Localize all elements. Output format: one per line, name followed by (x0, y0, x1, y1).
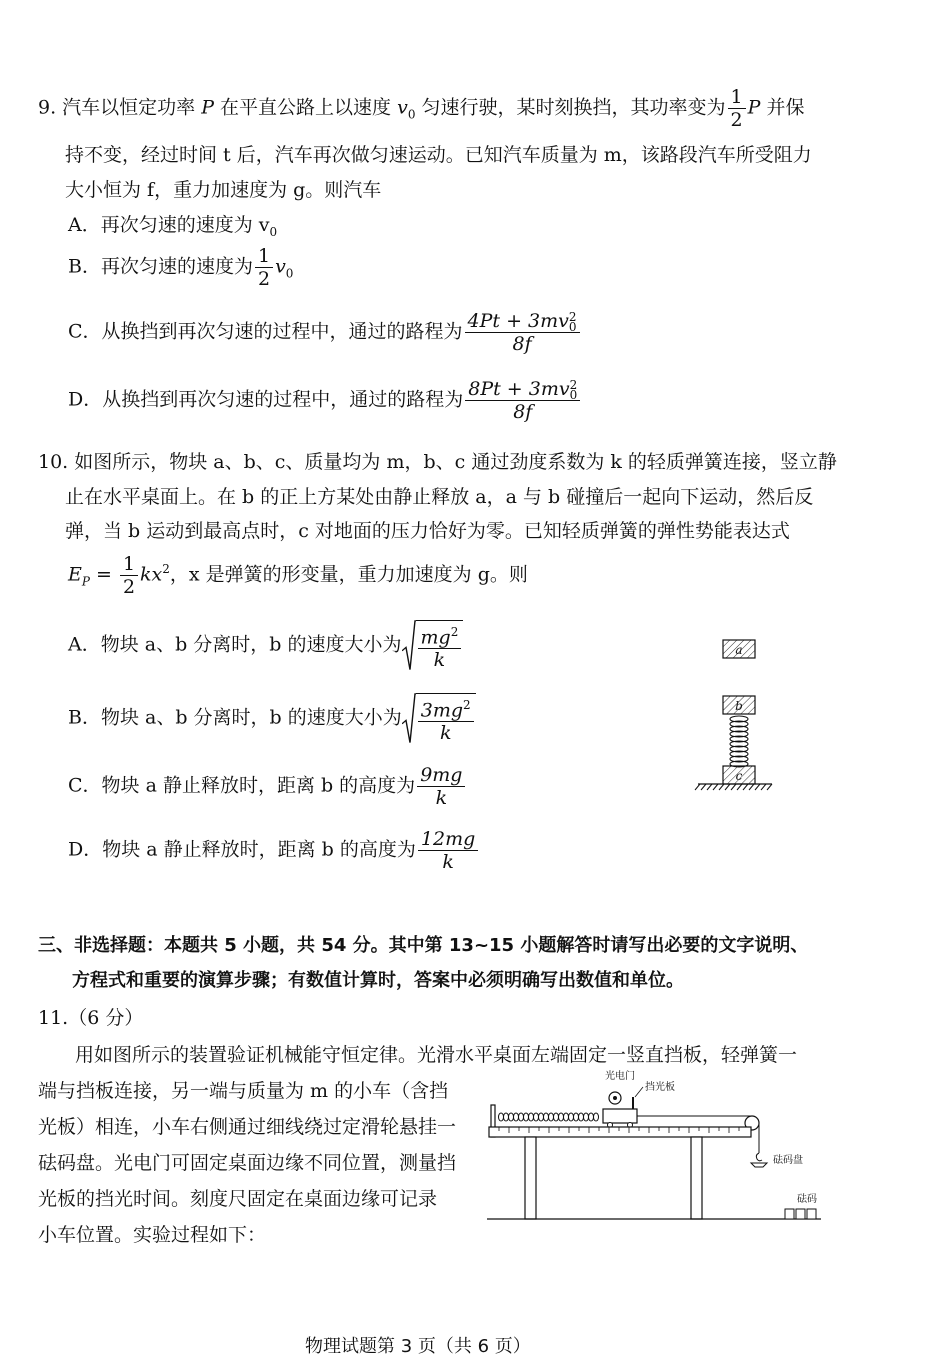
q9-option-d-text: D．从换挡到再次匀速的过程中，通过的路程为 (68, 388, 464, 411)
q9-option-a-text: A．再次匀速的速度为 v (68, 214, 270, 236)
q11-line6: 小车位置。实验过程如下： (38, 1224, 267, 1246)
label-photogate: 光电门 (605, 1071, 635, 1082)
q11-line1: 用如图所示的装置验证机械能守恒定律。光滑水平桌面左端固定一竖直挡板，轻弹簧一 (75, 1044, 798, 1066)
q10-option-d-frac (418, 828, 478, 873)
q9-option-c-sub: 0 (568, 320, 577, 334)
q9-line2: 持不变，经过时间 t 后，汽车再次做匀速运动。已知汽车质量为 m，该路段汽车所受阻力 (65, 144, 812, 166)
q9-half-frac (728, 86, 746, 131)
weight-pan (751, 1163, 767, 1167)
q10-option-a-sup: 2 (450, 625, 459, 639)
q10-spring-figure (690, 630, 785, 800)
q9-option-b-v: v (275, 255, 286, 278)
q10-option-d (68, 828, 480, 873)
horizontal-spring (499, 1113, 599, 1121)
light-shield-plate (632, 1097, 634, 1109)
weight-2 (796, 1209, 805, 1219)
spring-coil (730, 716, 748, 767)
q10-option-b-inner (416, 693, 476, 744)
q10-ep-frac (120, 553, 138, 598)
q10-option-a-num-text: mg (420, 626, 451, 649)
q10-option-c-frac (417, 764, 465, 809)
label-weights: 砝码 (797, 1194, 817, 1205)
q10-option-b-num-text: 3mg (420, 699, 464, 722)
q9-v0-sub: 0 (407, 107, 416, 122)
q10-ep-symbol: E (68, 563, 82, 586)
q10-line1: 10. 如图所示，物块 a、b、c、质量均为 m，b、c 通过劲度系数为 k 的轻质弹簧连接，竖立静 (38, 451, 837, 473)
block-c-label: c (735, 769, 743, 783)
q9-option-b-text: B．再次匀速的速度为 (68, 255, 253, 278)
q10-option-a-text: A．物块 a、b 分离时，b 的速度大小为 (68, 633, 402, 656)
q9-line3: 大小恒为 f，重力加速度为 g。则汽车 (65, 179, 382, 201)
q10-option-d-den: k (442, 851, 454, 873)
q9-option-c-num (465, 310, 580, 333)
q9-option-c (68, 310, 582, 355)
q9-option-d-frac (465, 378, 580, 423)
sqrt-radical-icon (402, 620, 416, 671)
q10-option-b-den: k (439, 722, 452, 745)
q10-ep-num: 1 (120, 553, 138, 576)
q10-line2: 止在水平桌面上。在 b 的正上方某处由静止释放 a，a 与 b 碰撞后一起向下运动，然后反 (65, 486, 814, 508)
q11-line2: 端与挡板连接，另一端与质量为 m 的小车（含挡 (38, 1080, 449, 1102)
q9-option-d (68, 378, 582, 423)
q10-ep-formula (68, 553, 528, 598)
q9-option-c-frac (465, 310, 580, 355)
q9-option-b-num: 1 (255, 245, 273, 268)
q10-line3: 弹，当 b 运动到最高点时，c 对地面的压力恰好为零。已知轻质弹簧的弹性势能表达式 (65, 520, 790, 542)
q9-text-d: 并保 (760, 96, 805, 119)
q10-ep-eq: = (89, 563, 118, 586)
q9-option-b (68, 245, 293, 290)
q9-option-a (68, 210, 277, 239)
table-leg-left (525, 1137, 536, 1219)
q10-option-a (68, 620, 463, 671)
q9-option-c-sup: 2 (568, 310, 577, 324)
q10-option-a-sqrt (402, 620, 464, 671)
block-b-label: b (735, 699, 743, 713)
q10-option-a-den: k (433, 649, 446, 672)
q11-line3: 光板）相连，小车右侧通过细线绕过定滑轮悬挂一 (38, 1116, 457, 1138)
q10-ep-sup: 2 (162, 562, 170, 577)
q10-option-c-den: k (435, 787, 448, 809)
q10-option-c-text: C．物块 a 静止释放时，距离 b 的高度为 (68, 774, 416, 797)
section3-line1: 三、非选择题：本题共 5 小题，共 54 分。其中第 13~15 小题解答时请写出必要的文字说明、 (38, 935, 809, 956)
q10-option-b-frac (418, 694, 474, 744)
q10-option-b (68, 693, 476, 744)
q10-ep-sub: P (81, 574, 90, 589)
q9-option-a-sub: 0 (269, 224, 278, 239)
q10-option-c-num: 9mg (417, 764, 465, 787)
q10-ep-den: 2 (122, 576, 136, 598)
q9-option-d-num (465, 378, 580, 401)
q9-line1 (38, 86, 804, 131)
weight-3 (807, 1209, 816, 1219)
weight-1 (785, 1209, 794, 1219)
table-top (489, 1127, 751, 1137)
q10-option-b-text: B．物块 a、b 分离时，b 的速度大小为 (68, 706, 402, 729)
cart (603, 1109, 637, 1123)
q10-option-b-sup: 2 (463, 698, 471, 712)
block-a-label: a (735, 643, 743, 657)
q9-option-d-sup: 2 (569, 378, 578, 392)
q9-option-c-den: 8f (512, 333, 532, 355)
q9-option-d-num-text: 8Pt + 3mv (468, 378, 570, 400)
q9-power-symbol: P (201, 96, 215, 119)
q9-option-b-frac (255, 245, 273, 290)
q10-ep-tail: ，x 是弹簧的形变量，重力加速度为 g。则 (169, 563, 528, 586)
q9-half-den: 2 (730, 109, 743, 131)
q11-line5: 光板的挡光时间。刻度尺固定在桌面边缘可记录 (38, 1188, 438, 1210)
page-footer: 物理试题第 3 页（共 6 页） (305, 1336, 531, 1357)
q11-head: 11.（6 分） (38, 1007, 144, 1029)
q10-option-d-num: 12mg (418, 828, 478, 851)
q9-power-symbol-2: P (747, 96, 761, 119)
ground-hatch (695, 784, 772, 790)
q10-option-c (68, 764, 467, 809)
q9-text-c: 匀速行驶，某时刻换挡，其功率变为 (415, 96, 726, 119)
q11-line4: 砝码盘。光电门可固定桌面边缘不同位置，测量挡 (38, 1152, 457, 1174)
table-leg-right (691, 1137, 702, 1219)
label-shield-plate: 挡光板 (645, 1082, 675, 1093)
q9-v0: v (397, 96, 408, 119)
label-weight-pan: 砝码盘 (773, 1155, 803, 1166)
q10-option-a-num (418, 621, 462, 649)
q9-option-c-num-text: 4Pt + 3mv (467, 310, 569, 332)
q9-option-d-sub: 0 (569, 388, 578, 402)
q9-option-d-den: 8f (513, 401, 533, 423)
q9-option-c-text: C．从换挡到再次匀速的过程中，通过的路程为 (68, 320, 463, 343)
q10-option-b-sqrt (402, 693, 476, 744)
q9-option-b-den: 2 (257, 268, 271, 290)
photogate-core (613, 1096, 617, 1100)
q10-option-a-inner (416, 620, 464, 671)
pointer-plate (635, 1087, 643, 1097)
q10-ep-kx: kx (140, 563, 163, 586)
q11-apparatus-figure (485, 1065, 825, 1230)
q10-option-d-text: D．物块 a 静止释放时，距离 b 的高度为 (68, 838, 416, 861)
q9-text-a: 9. 汽车以恒定功率 (38, 96, 202, 119)
weight-pan-hook (756, 1153, 762, 1161)
section3-line2: 方程式和重要的演算步骤；有数值计算时，答案中必须明确写出数值和单位。 (72, 970, 684, 991)
q10-option-a-frac (418, 621, 462, 671)
q9-text-b: 在平直公路上以速度 (214, 96, 398, 119)
sqrt-radical-icon (402, 693, 416, 744)
q9-half-num: 1 (728, 86, 746, 109)
q10-option-b-num (418, 694, 474, 722)
q9-option-b-sub: 0 (285, 266, 294, 281)
